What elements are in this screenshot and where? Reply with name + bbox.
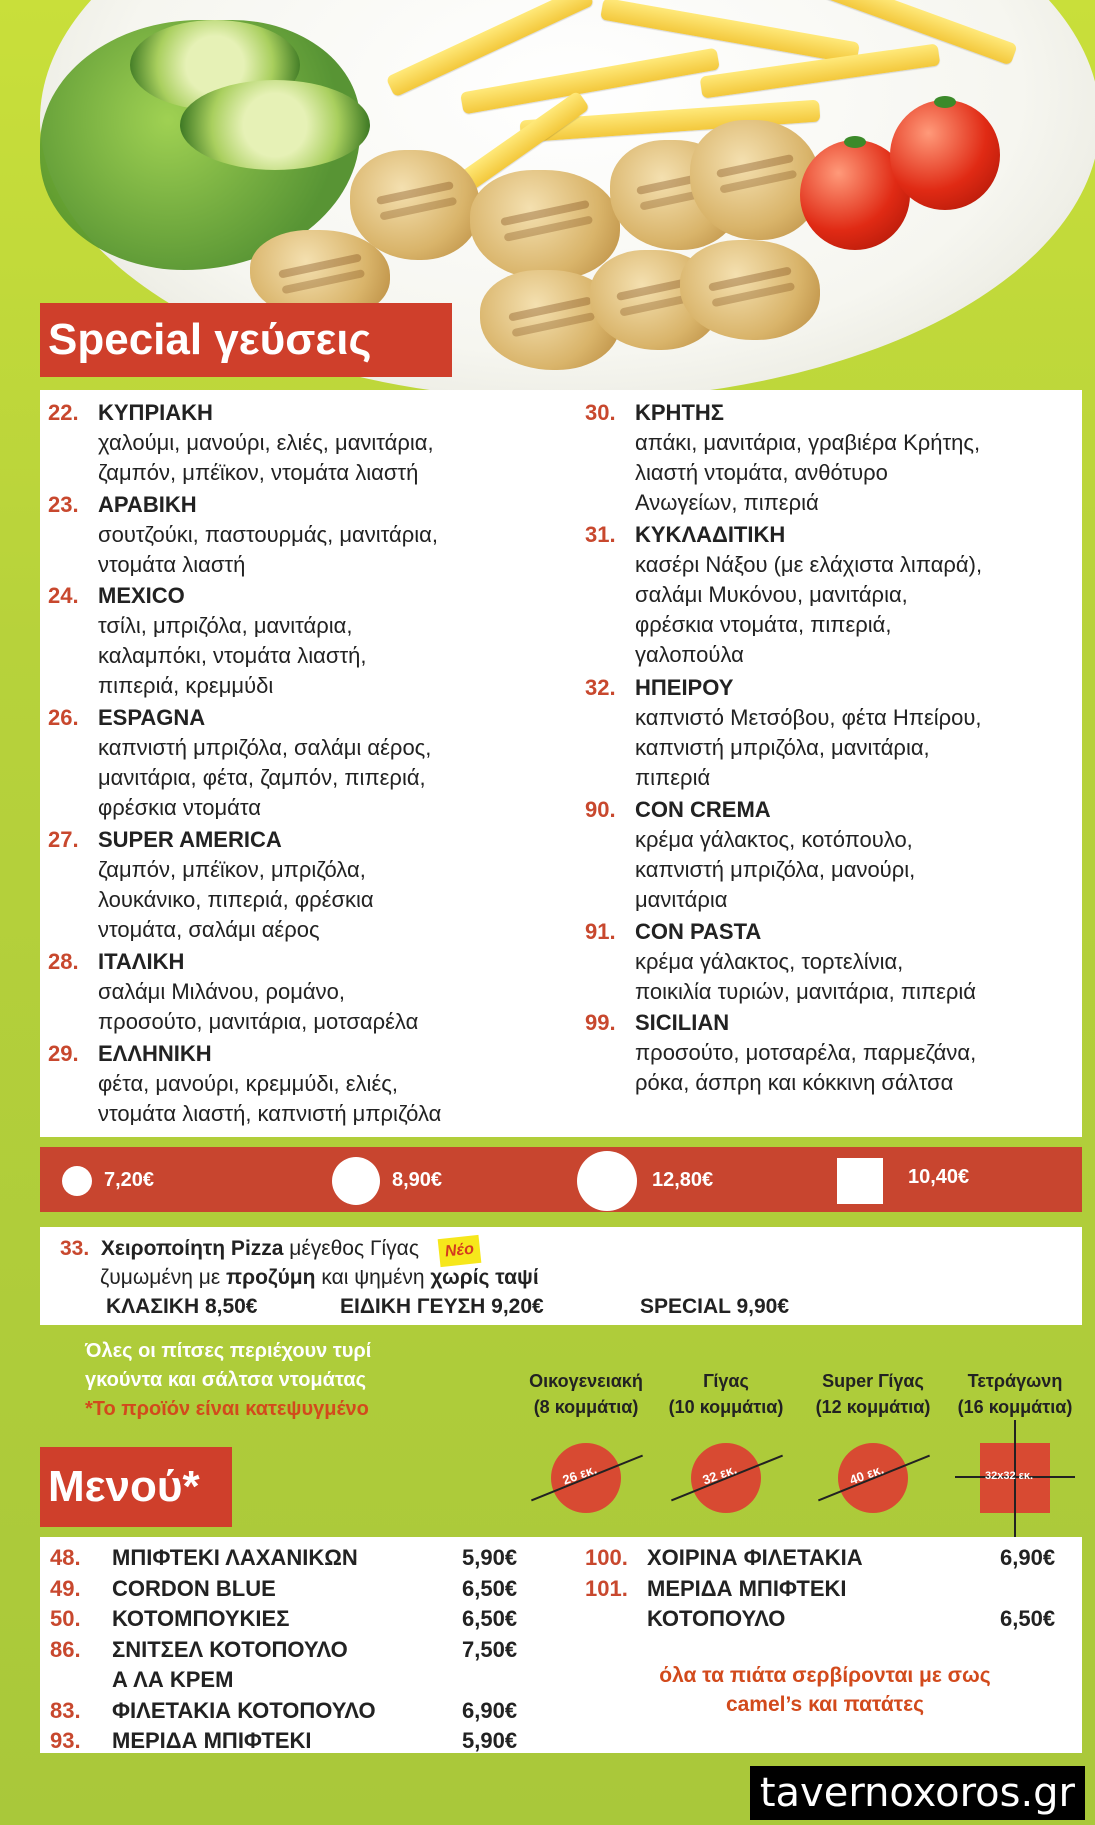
- menu-panel: [40, 1537, 1082, 1753]
- handmade-line-1: 33. Χειροποίητη Pizza μέγεθος Γίγας Νέο: [60, 1235, 480, 1265]
- item-description: τσίλι, μπριζόλα, μανιτάρια,: [98, 613, 353, 638]
- menu-item-name-line2: ΚΟΤΟΠΟΥΛΟ: [647, 1606, 786, 1631]
- menu-item-number: 100.: [585, 1545, 628, 1570]
- size-super-giant: Super Γίγας (12 κομμάτια): [815, 1371, 931, 1417]
- menu-item-number: 49.: [50, 1575, 81, 1601]
- item-description: ζαμπόν, μπέϊκον, ντομάτα λιαστή: [98, 460, 419, 485]
- item-description: γαλοπούλα: [635, 642, 744, 667]
- item-number: 99.: [585, 1010, 616, 1035]
- item-description: ντομάτα λιαστή: [98, 551, 246, 577]
- item-name: ESPAGNA: [98, 705, 206, 730]
- special-item: [48, 581, 568, 701]
- item-number: 22.: [48, 400, 79, 425]
- item-description: σουτζούκι, παστουρμάς, μανιτάρια,: [98, 521, 438, 547]
- menu-page: Special γεύσεις 22. ΚΥΠΡΙΑΚΗ χαλούμι, μανούρι, ελιές, μανιτάρια, ζαμπόν, μπέϊκον, ντομάτα λιαστή 23. ΑΡΑΒΙΚΗ σουτζούκι, παστουρμάς, μανιτάρια, ντομάτα λιαστή 24. MEXICO τσίλι, μπριζόλα, μανιτάρια, καλαμπόκι, ντομάτα λιαστή, πιπεριά, κρεμμύδι 26. ESPAGNA καπνιστή μπριζόλα, σαλάμι αέρος, μανιτάρια, φέτα, ζαμπόν, πιπεριά, φρέσκια ντομάτα 27. SUPER AMERICA ζαμπόν, μπέϊκον, μπριζόλα, λουκάνικο, πιπεριά, φρέσκια ντομάτα, σαλάμι αέρος 28. ΙΤΑΛΙΚΗ σαλάμι Μιλάνου, ρομάνο, προσούτο, μανιτάρια, μοτσαρέλα 29. ΕΛΛΗΝΙΚΗ φέτα, μανούρι, κρεμμύδι, ελιές, ντομάτα λιαστή, καπνιστή μπριζόλα 30. ΚΡΗΤΗΣ απάκι, μανιτάρια, γραβιέρα Κρήτης, λιαστή ντομάτα, ανθότυρο Ανωγείων, πιπεριά 31. ΚΥΚΛΑΔΙΤΙΚΗ κασέρι Νάξου (με ελάχιστα λιπαρά), σαλάμι Μυκόνου, μανιτάρια, φρέσκια ντομάτα, πιπεριά, γαλοπούλα 32. ΗΠΕΙΡΟΥ καπνιστό Μετσόβου, φέτα Ηπείρου, καπνιστή μπριζόλα, μανιτάρια, πιπεριά 90. CON CREMA κρέμα γάλακτος, κοτόπουλο, καπνιστή μπριζόλα, μανούρι, μανιτάρια 91. CON PASTA κρέμα γάλακτος, τορτελίνια, ποικιλία τυριών, μανιτάρια, πιπεριά 99. SICILIAN προσούτο, μοτσαρέλα, παρμεζάνα, ρόκα, άσπρη και κόκκινη σάλτσα 7,20€ 8,90€ 12,80€ 10,40€ 33. Χειροποίητη Pizza μέγεθος Γίγας Νέο ζυμωμένη με προζύμη και ψημένη χωρίς ταψί ΚΛΑΣΙΚΗ 8,50€ ΕΙΔΙΚΗ ΓΕΥΣΗ 9,20€ SPECIAL 9,90€ Όλες οι πίτσες περιέχουν τυρί γκούντα και σάλτσα ντομάτας *Το προϊόν είναι κατεψυγμένο Οικογενειακή (8 κομμάτια) Γίγας (10 κομμάτια) Super Γίγας (12 κομμάτια) Τετράγωνη (16 κομμάτια) 26 εκ. 32 εκ. 40 εκ. 32x32 εκ. Μενού* 48. ΜΠΙΦΤΕΚΙ ΛΑΧΑΝΙΚΩΝ 5,90€ 49. CORDON BLUE 6,50€ 50. ΚΟΤΟΜΠΟΥΚΙΕΣ 6,50€ 86. ΣΝΙΤΣΕΛ ΚΟΤΟΠΟΥΛΟ 7,50€ Α ΛΑ ΚΡΕΜ 83. ΦΙΛΕΤΑΚΙΑ ΚΟΤΟΠΟΥΛΟ 6,90€ 93. ΜΕΡΙΔΑ ΜΠΙΦΤΕΚΙ 5,90€ 100. ΧΟΙΡΙΝΑ ΦΙΛΕΤΑΚΙΑ 6,90€ 101. ΜΕΡΙΔΑ ΜΠΙΦΤΕΚΙ 6,50€ ΚΟΤΟΠΟΥΛΟ όλα τα πιάτα σερβίρονται με σως camel’s και πατάτες tavernoxoros.gr: [0, 0, 1095, 1825]
- item-name: CON PASTA: [635, 918, 762, 944]
- item-number: 27.: [48, 827, 79, 852]
- item-name: SUPER AMERICA: [98, 827, 282, 852]
- item-description: προσούτο, μοτσαρέλα, παρμεζάνα,: [635, 1040, 977, 1065]
- item-description: κρέμα γάλακτος, κοτόπουλο,: [635, 826, 913, 852]
- item-description: κρέμα γάλακτος, τορτελίνια,: [635, 948, 904, 974]
- menu-item-name: ΣΝΙΤΣΕΛ ΚΟΤΟΠΟΥΛΟ: [112, 1636, 348, 1662]
- handmade-line-2: ζυμωμένη με προζύμη και ψημένη χωρίς ταψί: [100, 1266, 539, 1289]
- menu-item-price: 5,90€: [462, 1728, 518, 1753]
- menu-item-name: ΚΟΤΟΜΠΟΥΚΙΕΣ: [112, 1606, 290, 1631]
- item-name: ΙΤΑΛΙΚΗ: [98, 949, 185, 974]
- item-description: απάκι, μανιτάρια, γραβιέρα Κρήτης,: [635, 430, 981, 455]
- menu-item-price: 6,90€: [1000, 1545, 1056, 1570]
- item-description: ποικιλία τυριών, μανιτάρια, πιπεριά: [635, 978, 977, 1004]
- handmade-price-special: SPECIAL 9,90€: [640, 1295, 790, 1318]
- specials-title: Special γεύσεις: [40, 303, 452, 377]
- price-large: 12,80€: [652, 1169, 714, 1191]
- menu-item-price: 7,50€: [462, 1636, 518, 1662]
- special-item: [585, 398, 1085, 518]
- special-item: [48, 398, 568, 488]
- size-family: Οικογενειακή (8 κομμάτια): [529, 1371, 643, 1417]
- special-item: [585, 917, 1085, 1007]
- menu-item-number: 50.: [50, 1606, 81, 1631]
- item-description: χαλούμι, μανούρι, ελιές, μανιτάρια,: [98, 430, 434, 455]
- price-medium: 8,90€: [392, 1169, 443, 1191]
- small-circle-icon: [62, 1166, 92, 1196]
- item-name: ΚΡΗΤΗΣ: [635, 400, 724, 425]
- special-item: [48, 1039, 568, 1129]
- special-item: [585, 673, 1085, 793]
- handmade-price-classic: ΚΛΑΣΙΚΗ 8,50€: [106, 1295, 258, 1318]
- item-description: σαλάμι Μιλάνου, ρομάνο,: [98, 979, 345, 1004]
- size-square: Τετράγωνη (16 κομμάτια): [957, 1371, 1073, 1417]
- new-badge: Νέο: [437, 1235, 481, 1267]
- menu-item-number: 93.: [50, 1728, 81, 1753]
- item-description: φέτα, μανούρι, κρεμμύδι, ελιές,: [98, 1070, 398, 1096]
- special-item: [585, 520, 1085, 670]
- special-item: [48, 703, 568, 823]
- item-description: καπνιστή μπριζόλα, μανιτάρια,: [635, 734, 930, 760]
- served-note: όλα τα πιάτα σερβίρονται με σως camel’s και πατάτες: [659, 1664, 991, 1716]
- menu-item-name: CORDON BLUE: [112, 1575, 276, 1601]
- square-icon: [837, 1158, 883, 1204]
- ingredients-note: Όλες οι πίτσες περιέχουν τυρί γκούντα και σάλτσα ντομάτας *Το προϊόν είναι κατεψυγμένο: [85, 1337, 371, 1424]
- price-small: 7,20€: [104, 1169, 155, 1191]
- item-name: ΕΛΛΗΝΙΚΗ: [98, 1040, 212, 1066]
- item-number: 31.: [585, 522, 616, 547]
- menu-item-number: 83.: [50, 1697, 81, 1723]
- item-name: ΗΠΕΙΡΟΥ: [635, 674, 734, 700]
- special-item: [585, 795, 1085, 915]
- item-description: ντομάτα λιαστή, καπνιστή μπριζόλα: [98, 1100, 442, 1126]
- special-item: [48, 947, 568, 1037]
- menu-item-price: 6,50€: [462, 1606, 518, 1631]
- special-item: [48, 825, 568, 945]
- item-description: πιπεριά, κρεμμύδι: [98, 673, 274, 698]
- watermark: tavernoxoros.gr: [750, 1766, 1085, 1820]
- item-description: κασέρι Νάξου (με ελάχιστα λιπαρά),: [635, 552, 983, 577]
- menu-item-number: 86.: [50, 1636, 81, 1662]
- special-item: [585, 1008, 1085, 1098]
- item-number: 30.: [585, 400, 616, 425]
- item-description: λουκάνικο, πιπεριά, φρέσκια: [98, 887, 374, 912]
- menu-item-name: ΦΙΛΕΤΑΚΙΑ ΚΟΤΟΠΟΥΛΟ: [112, 1697, 376, 1723]
- menu-item-price: 5,90€: [462, 1545, 518, 1570]
- item-description: φρέσκια ντομάτα, πιπεριά,: [635, 612, 892, 637]
- item-description: φρέσκια ντομάτα: [98, 795, 261, 820]
- medium-circle-icon: [332, 1157, 380, 1205]
- menu-item-name: ΜΕΡΙΔΑ ΜΠΙΦΤΕΚΙ: [112, 1728, 312, 1753]
- menu-item-number: 48.: [50, 1545, 81, 1570]
- handmade-pizza-panel: [40, 1227, 1082, 1325]
- item-number: 32.: [585, 674, 616, 700]
- item-number: 24.: [48, 583, 79, 608]
- item-description: σαλάμι Μυκόνου, μανιτάρια,: [635, 582, 908, 607]
- item-description: καπνιστή μπριζόλα, μανούρι,: [635, 856, 916, 882]
- menu-item-price: 6,50€: [462, 1575, 518, 1601]
- item-number: 23.: [48, 491, 79, 517]
- item-name: SICILIAN: [635, 1010, 730, 1035]
- item-name: ΑΡΑΒΙΚΗ: [98, 491, 197, 517]
- menu-title: Μενού*: [40, 1447, 232, 1527]
- menu-item-name: ΧΟΙΡΙΝΑ ΦΙΛΕΤΑΚΙΑ: [647, 1545, 863, 1570]
- size-price-bar: [40, 1147, 1082, 1212]
- item-number: 91.: [585, 918, 616, 944]
- menu-item-name-line2: Α ΛΑ ΚΡΕΜ: [112, 1667, 234, 1692]
- item-description: ρόκα, άσπρη και κόκκινη σάλτσα: [635, 1070, 954, 1095]
- item-name: MEXICO: [98, 583, 185, 608]
- item-number: 90.: [585, 796, 616, 822]
- item-description: προσούτο, μανιτάρια, μοτσαρέλα: [98, 1009, 419, 1034]
- item-number: 29.: [48, 1040, 79, 1066]
- item-description: Ανωγείων, πιπεριά: [635, 490, 819, 515]
- large-circle-icon: [577, 1151, 637, 1211]
- menu-item-price: 6,50€: [1000, 1606, 1056, 1631]
- menu-item-name: ΜΕΡΙΔΑ ΜΠΙΦΤΕΚΙ: [647, 1575, 847, 1601]
- frozen-note: *Το προϊόν είναι κατεψυγμένο: [85, 1398, 369, 1420]
- menu-item-name: ΜΠΙΦΤΕΚΙ ΛΑΧΑΝΙΚΩΝ: [112, 1545, 358, 1570]
- item-name: ΚΥΠΡΙΑΚΗ: [98, 400, 213, 425]
- item-description: καπνιστή μπριζόλα, σαλάμι αέρος,: [98, 735, 432, 760]
- menu-item-name-cont: [112, 1665, 233, 1695]
- menu-item-number: 101.: [585, 1575, 628, 1601]
- price-square: 10,40€: [908, 1166, 970, 1188]
- item-description: πιπεριά: [635, 764, 711, 790]
- item-name: CON CREMA: [635, 796, 771, 822]
- item-description: καλαμπόκι, ντομάτα λιαστή,: [98, 643, 367, 668]
- item-description: καπνιστό Μετσόβου, φέτα Ηπείρου,: [635, 704, 982, 730]
- item-number: 28.: [48, 949, 79, 974]
- menu-item-name-cont: [647, 1604, 785, 1634]
- item-description: ζαμπόν, μπέϊκον, μπριζόλα,: [98, 857, 366, 882]
- special-item: [48, 490, 568, 580]
- handmade-price-special-taste: ΕΙΔΙΚΗ ΓΕΥΣΗ 9,20€: [340, 1295, 544, 1318]
- item-description: ντομάτα, σαλάμι αέρος: [98, 917, 320, 942]
- size-giant: Γίγας (10 κομμάτια): [668, 1371, 784, 1417]
- item-description: μανιτάρια: [635, 886, 728, 912]
- item-description: λιαστή ντομάτα, ανθότυρο: [635, 460, 888, 485]
- menu-item-price: 6,90€: [462, 1697, 518, 1723]
- specials-panel: [40, 390, 1082, 1137]
- item-number: 26.: [48, 705, 79, 730]
- item-name: ΚΥΚΛΑΔΙΤΙΚΗ: [635, 522, 786, 547]
- item-description: μανιτάρια, φέτα, ζαμπόν, πιπεριά,: [98, 765, 426, 790]
